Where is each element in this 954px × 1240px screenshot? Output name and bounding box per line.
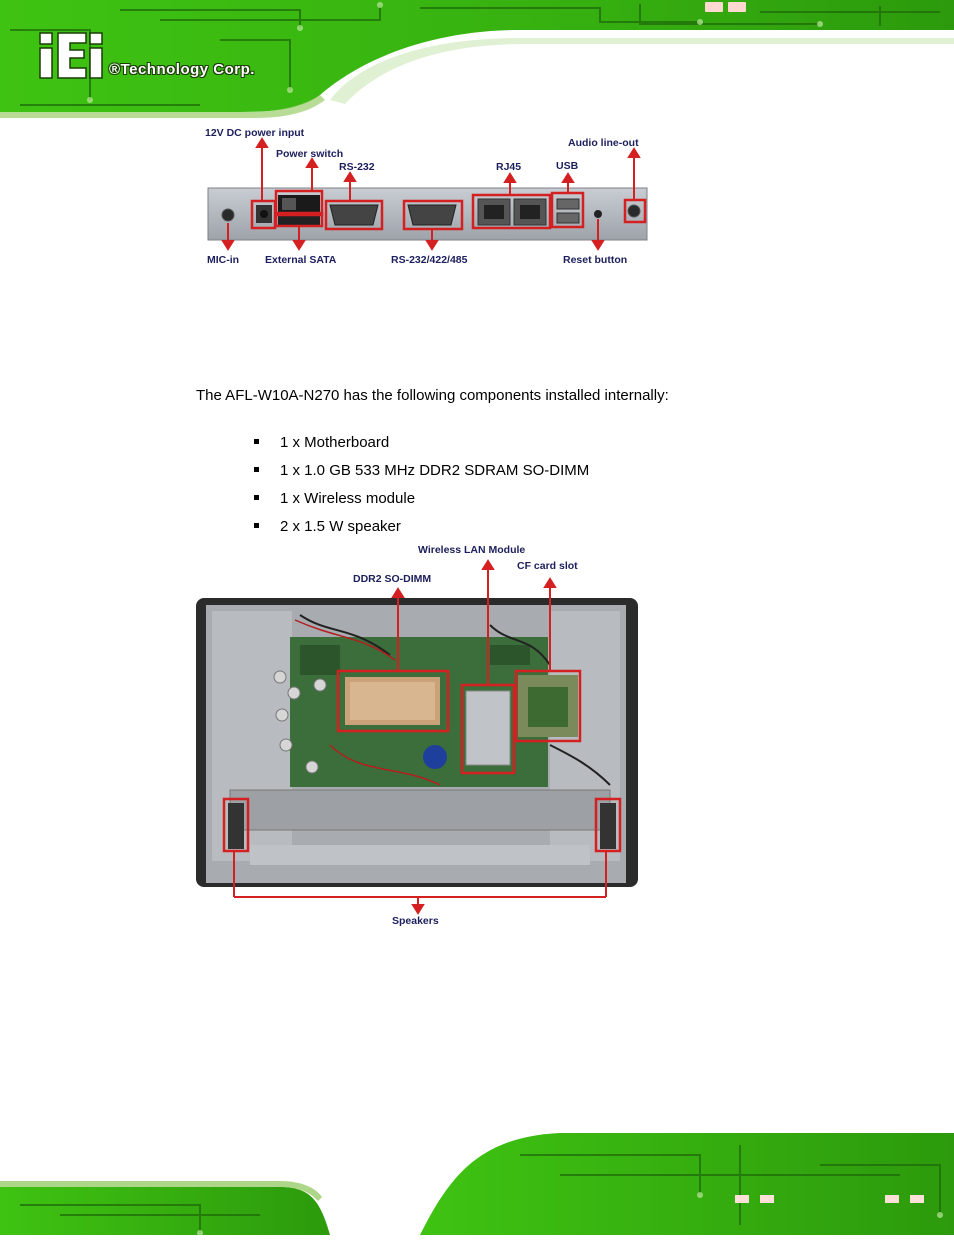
label-audio-out: Audio line-out <box>568 137 639 149</box>
wlan-module <box>466 691 510 765</box>
header-pcb-graphic <box>0 0 954 120</box>
mic-jack <box>222 209 234 221</box>
list-item: 1 x Wireless module <box>254 490 415 507</box>
list-item: 2 x 1.5 W speaker <box>254 518 401 535</box>
label-dc-power: 12V DC power input <box>205 127 305 139</box>
label-rs232: RS-232 <box>339 161 375 173</box>
iei-logo <box>40 33 102 78</box>
label-rs232-422-485: RS-232/422/485 <box>391 254 468 266</box>
label-ddr2: DDR2 SO-DIMM <box>353 573 432 585</box>
internal-view-photo <box>190 545 650 935</box>
speaker-right <box>600 803 616 849</box>
speaker-left <box>228 803 244 849</box>
label-power-switch: Power switch <box>276 148 344 160</box>
label-mic-in: MIC-in <box>207 254 240 266</box>
label-ext-sata: External SATA <box>265 254 337 266</box>
intro-paragraph: The AFL-W10A-N270 has the following components installed internally: <box>196 387 669 404</box>
internal-view-figure <box>190 545 650 935</box>
label-reset: Reset button <box>563 254 628 266</box>
rs485-port <box>408 205 456 225</box>
footer-pcb-graphic <box>0 1115 954 1235</box>
list-item: 1 x Motherboard <box>254 434 389 451</box>
label-cf-slot: CF card slot <box>517 560 578 572</box>
usb-port-2 <box>557 213 579 223</box>
footer-banner <box>0 1115 954 1235</box>
label-usb: USB <box>556 160 579 172</box>
usb-port-1 <box>557 199 579 209</box>
label-rj45: RJ45 <box>496 161 522 173</box>
label-speakers: Speakers <box>392 915 439 927</box>
company-name: ®Technology Corp. <box>109 61 255 78</box>
sata-port <box>278 215 320 225</box>
list-item: 1 x 1.0 GB 533 MHz DDR2 SDRAM SO-DIMM <box>254 462 589 479</box>
rs232-port <box>330 205 378 225</box>
audio-jack <box>628 205 640 217</box>
header-banner <box>0 0 954 120</box>
reset-button <box>594 210 602 218</box>
label-wlan: Wireless LAN Module <box>418 544 526 556</box>
